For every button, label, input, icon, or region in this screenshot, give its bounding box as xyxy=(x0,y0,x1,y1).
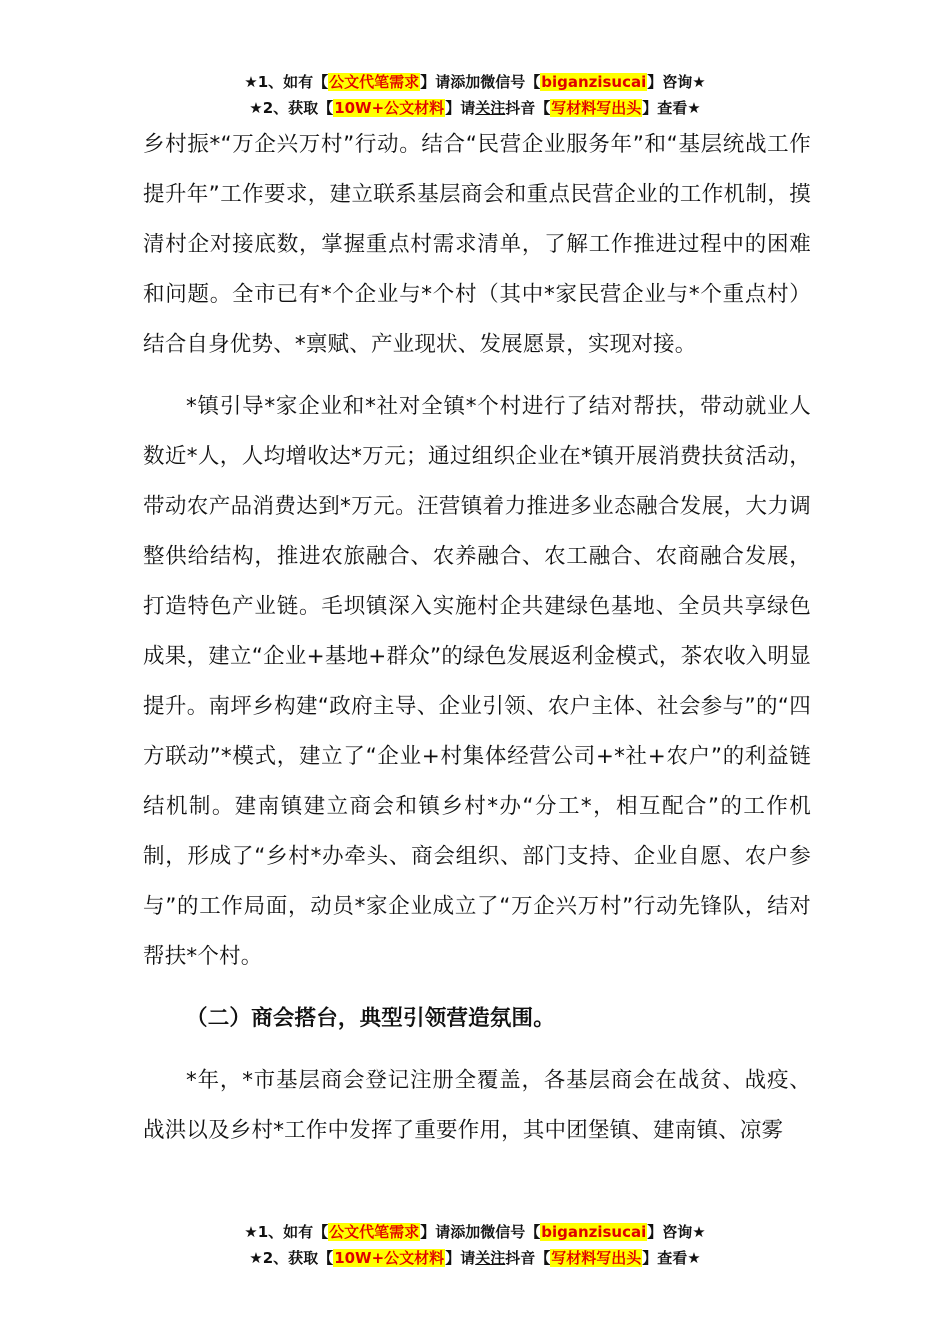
banner-text: 】咨询★ xyxy=(647,73,706,91)
banner-text: ★1、如有【 xyxy=(244,73,329,91)
paragraph: *镇引导*家企业和*社对全镇*个村进行了结对帮扶，带动就业人数近*人，人均增收达*万元；通过组织企业在*镇开展消费扶贫活动，带动农产品消费达到*万元。汪营镇着力推进多业态融合发展，大力调整供给结构，推进农旅融合、农养融合、农工融合、农商融合发展，打造特色产业链。毛坝镇深入实施村企共建绿色基地、全员共享绿色成果，建立“企业+基地+群众”的绿色发展返利金模式，茶农收入明显提升。南坪乡构建“政府主导、企业引领、农户主体、社会参与”的“四方联动”*模式，建立了“企业+村集体经营公司+*社+农户”的利益链结机制。建南镇建立商会和镇乡村*办“分工*，相互配合”的工作机制，形成了“乡村*办牵头、商会组织、部门支持、企业自愿、农户参与”的工作局面，动员*家企业成立了“万企兴万村”行动先锋队，结对帮扶*个村。 xyxy=(143,394,811,969)
banner-line-1 xyxy=(0,69,950,95)
banner-line-1 xyxy=(0,1219,950,1245)
banner-highlight: biganzisucai xyxy=(541,73,647,91)
banner-underlined: 关注 xyxy=(475,99,506,117)
banner-text: ★1、如有【 xyxy=(244,1223,329,1241)
banner-line-2 xyxy=(0,95,950,121)
banner-text: 抖音【 xyxy=(505,1249,551,1267)
banner-highlight: 公文代笔需求 xyxy=(329,1223,420,1241)
banner-text: ★2、获取【 xyxy=(249,1249,334,1267)
banner-highlight: 公文代笔需求 xyxy=(329,73,420,91)
banner-text: ★2、获取【 xyxy=(249,99,334,117)
banner-text: 】咨询★ xyxy=(647,1223,706,1241)
banner-underlined: 关注 xyxy=(475,1249,506,1267)
banner-highlight: biganzisucai xyxy=(541,1223,647,1241)
banner-text: 】查看★ xyxy=(642,99,701,117)
banner-text: 】请 xyxy=(445,99,476,117)
banner-highlight: 写材料写出头 xyxy=(551,99,642,117)
header-banner xyxy=(0,69,950,121)
document-body xyxy=(143,120,811,1156)
paragraph: 乡村振*“万企兴万村”行动。结合“民营企业服务年”和“基层统战工作提升年”工作要求，建立联系基层商会和重点民营企业的工作机制，摸清村企对接底数，掌握重点村需求清单，了解工作推进过程中的困难和问题。全市已有*个企业与*个村（其中*家民营企业与*个重点村）结合自身优势、*禀赋、产业现状、发展愿景，实现对接。 xyxy=(143,132,811,357)
section-heading: （二）商会搭台，典型引领营造氛围。 xyxy=(186,1006,555,1031)
banner-text: 】查看★ xyxy=(642,1249,701,1267)
banner-highlight: 写材料写出头 xyxy=(551,1249,642,1267)
footer-banner xyxy=(0,1219,950,1271)
banner-text: 抖音【 xyxy=(505,99,551,117)
banner-text: 】请添加微信号【 xyxy=(420,1223,541,1241)
banner-highlight: 10W+公文材料 xyxy=(334,1249,445,1267)
banner-text: 】请添加微信号【 xyxy=(420,73,541,91)
banner-text: 】请 xyxy=(445,1249,476,1267)
banner-highlight: 10W+公文材料 xyxy=(334,99,445,117)
banner-line-2 xyxy=(0,1245,950,1271)
paragraph: *年，*市基层商会登记注册全覆盖，各基层商会在战贫、战疫、战洪以及乡村*工作中发挥了重要作用，其中团堡镇、建南镇、凉雾 xyxy=(143,1068,811,1143)
